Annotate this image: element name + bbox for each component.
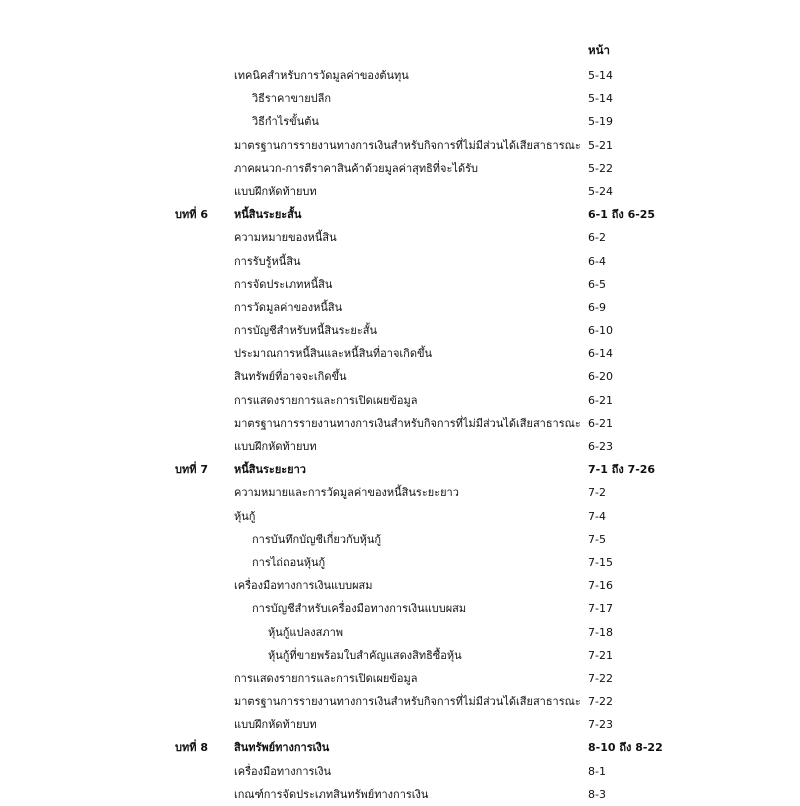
toc-entry-row — [0, 551, 800, 574]
entry-title: การจัดประเภทหนี้สิน — [234, 277, 333, 291]
entry-page-number: 5-22 — [588, 161, 613, 175]
entry-title: การบันทึกบัญชีเกี่ยวกับหุ้นกู้ — [252, 532, 382, 546]
toc-entry-row — [0, 783, 800, 806]
chapter-number: บทที่ 7 — [175, 463, 208, 477]
entry-title: การไถ่ถอนหุ้นกู้ — [252, 555, 326, 569]
toc-entry-row — [0, 157, 800, 180]
entry-title: มาตรฐานการรายงานทางการเงินสำหรับกิจการที่ไม่มีส่วนได้เสียสาธารณะ — [234, 138, 581, 152]
entry-title: ความหมายของหนี้สิน — [234, 231, 337, 245]
toc-entry-row — [0, 389, 800, 412]
entry-title: หนี้สินระยะสั้น — [234, 208, 302, 222]
toc-chapter-row — [0, 203, 800, 226]
toc-entry-row — [0, 87, 800, 110]
entry-page-number: 6-10 — [588, 324, 613, 338]
entry-title: แบบฝึกหัดท้ายบท — [234, 718, 317, 732]
entry-page-number: 8-3 — [588, 787, 606, 801]
entry-title: เทคนิคสำหรับการวัดมูลค่าของต้นทุน — [234, 69, 409, 82]
entry-title: มาตรฐานการรายงานทางการเงินสำหรับกิจการที่ไม่มีส่วนได้เสียสาธารณะ — [234, 695, 581, 709]
toc-entry-row — [0, 134, 800, 157]
entry-page-number: 5-19 — [588, 115, 613, 129]
entry-title: การแสดงรายการและการเปิดเผยข้อมูล — [234, 671, 418, 685]
toc-entry-row — [0, 667, 800, 690]
toc-entry-row — [0, 760, 800, 783]
entry-page-number: 7-21 — [588, 648, 613, 662]
entry-page-number: 6-5 — [588, 277, 606, 291]
entry-title: การวัดมูลค่าของหนี้สิน — [234, 300, 343, 314]
entry-title: การบัญชีสำหรับเครื่องมือทางการเงินแบบผสม — [252, 602, 467, 616]
entry-page-number: 7-22 — [588, 695, 613, 709]
entry-page-number: 7-2 — [588, 486, 606, 500]
entry-page-number: 7-15 — [588, 555, 613, 569]
table-of-contents — [0, 64, 800, 806]
entry-page-number: 8-1 — [588, 764, 606, 778]
entry-title: สินทรัพย์ที่อาจจะเกิดขึ้น — [234, 370, 347, 384]
toc-entry-row — [0, 412, 800, 435]
entry-page-number: 5-14 — [588, 92, 613, 106]
toc-entry-row — [0, 690, 800, 713]
entry-page-number: 6-20 — [588, 370, 613, 384]
entry-page-number: 7-4 — [588, 509, 606, 523]
entry-page-number: 6-9 — [588, 300, 606, 314]
toc-entry-row — [0, 180, 800, 203]
entry-title: วิธีราคาขายปลีก — [252, 92, 332, 106]
entry-title: เครื่องมือทางการเงินแบบผสม — [234, 579, 373, 593]
entry-title: มาตรฐานการรายงานทางการเงินสำหรับกิจการที่ไม่มีส่วนได้เสียสาธารณะ — [234, 416, 581, 430]
entry-page-number: 6-21 — [588, 393, 613, 407]
toc-entry-row — [0, 365, 800, 388]
entry-title: หุ้นกู้ที่ขายพร้อมใบสำคัญแสดงสิทธิซื้อหุ้น — [268, 648, 462, 662]
entry-title: ประมาณการหนี้สินและหนี้สินที่อาจเกิดขึ้น — [234, 347, 433, 361]
entry-page-number: 6-14 — [588, 347, 613, 361]
entry-title: ภาคผนวก-การตีราคาสินค้าด้วยมูลค่าสุทธิที่จะได้รับ — [234, 161, 478, 175]
entry-page-number: 8-10 ถึง 8-22 — [588, 741, 663, 755]
entry-page-number: 7-1 ถึง 7-26 — [588, 463, 656, 477]
entry-title: การรับรู้หนี้สิน — [234, 254, 301, 268]
entry-page-number: 5-24 — [588, 184, 613, 198]
toc-entry-row — [0, 597, 800, 620]
toc-entry-row — [0, 481, 800, 504]
entry-title: แบบฝึกหัดท้ายบท — [234, 440, 317, 453]
entry-title: แบบฝึกหัดท้ายบท — [234, 184, 317, 198]
toc-entry-row — [0, 64, 800, 87]
entry-page-number: 6-4 — [588, 254, 606, 268]
entry-page-number: 6-1 ถึง 6-25 — [588, 208, 656, 222]
toc-chapter-row — [0, 736, 800, 759]
toc-entry-row — [0, 226, 800, 249]
chapter-number: บทที่ 8 — [175, 741, 208, 755]
entry-page-number: 5-14 — [588, 69, 613, 82]
toc-chapter-row — [0, 458, 800, 481]
entry-page-number: 6-2 — [588, 231, 606, 245]
toc-entry-row — [0, 435, 800, 458]
toc-entry-row — [0, 644, 800, 667]
toc-entry-row — [0, 296, 800, 319]
entry-title: การบัญชีสำหรับหนี้สินระยะสั้น — [234, 324, 378, 338]
entry-title: หุ้นกู้ — [234, 509, 256, 523]
entry-page-number: 7-18 — [588, 625, 613, 639]
toc-entry-row — [0, 574, 800, 597]
entry-title: วิธีกำไรขั้นต้น — [252, 115, 319, 129]
entry-title: ความหมายและการวัดมูลค่าของหนี้สินระยะยาว — [234, 486, 459, 500]
entry-page-number: 7-17 — [588, 602, 613, 616]
toc-entry-row — [0, 250, 800, 273]
entry-page-number: 5-21 — [588, 138, 613, 152]
toc-entry-row — [0, 505, 800, 528]
entry-page-number: 7-22 — [588, 671, 613, 685]
entry-title: หนี้สินระยะยาว — [234, 463, 306, 477]
entry-title: เกณฑ์การจัดประเภทสินทรัพย์ทางการเงิน — [234, 787, 429, 801]
entry-page-number: 7-23 — [588, 718, 613, 732]
chapter-number: บทที่ 6 — [175, 208, 208, 222]
entry-page-number: 6-21 — [588, 416, 613, 430]
toc-entry-row — [0, 273, 800, 296]
toc-entry-row — [0, 319, 800, 342]
entry-title: หุ้นกู้แปลงสภาพ — [268, 625, 344, 639]
entry-page-number: 7-16 — [588, 579, 613, 593]
toc-entry-row — [0, 713, 800, 736]
toc-entry-row — [0, 110, 800, 133]
entry-page-number: 7-5 — [588, 532, 606, 546]
toc-entry-row — [0, 528, 800, 551]
entry-title: การแสดงรายการและการเปิดเผยข้อมูล — [234, 393, 418, 407]
toc-entry-row — [0, 621, 800, 644]
page-column-header: หน้า — [588, 43, 610, 57]
entry-page-number: 6-23 — [588, 440, 613, 453]
entry-title: เครื่องมือทางการเงิน — [234, 764, 332, 778]
toc-entry-row — [0, 342, 800, 365]
entry-title: สินทรัพย์ทางการเงิน — [234, 741, 330, 755]
